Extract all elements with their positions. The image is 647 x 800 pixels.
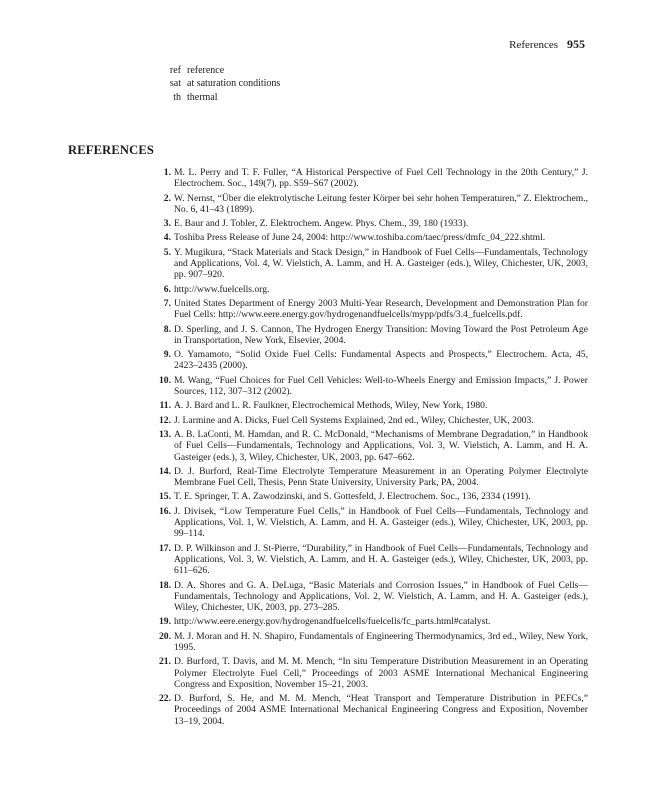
reference-number: 5. [163, 246, 171, 258]
reference-text: M. Wang, “Fuel Choices for Fuel Cell Vehicles: Well-to-Wheels Energy and Emission Impacts,” J. Power Sources, 112, 307–312 (2002). [174, 374, 588, 398]
reference-text: E. Baur and J. Tobler, Z. Elektrochem. Angew. Phys. Chem., 39, 180 (1933). [174, 218, 469, 230]
abbreviation-value: reference [187, 65, 225, 76]
reference-number: 10. [159, 374, 171, 386]
reference-item [150, 491, 588, 502]
references-heading: REFERENCES [68, 143, 155, 157]
reference-text: http://www.fuelcells.org. [174, 283, 270, 295]
running-head [509, 37, 585, 52]
abbreviation-value: at saturation conditions [187, 78, 281, 90]
reference-number: 8. [163, 323, 171, 335]
reference-number: 13. [159, 428, 171, 440]
abbreviation-row [150, 64, 280, 77]
reference-number: 21. [159, 656, 171, 668]
abbreviation-row [150, 77, 280, 90]
abbreviation-value: thermal [187, 91, 218, 103]
reference-text: D. Burford, T. Davis, and M. M. Mench, “In situ Temperature Distribution Measurement in an Operating Polymer Electrolyte Fuel Cell,” Proceedings of 2003 ASME International Mechanical Engineering Congress and Exposition, November 15–21, 2003. [174, 656, 588, 690]
reference-number: 7. [163, 297, 171, 309]
reference-number: 12. [159, 414, 171, 426]
reference-text: A. B. LaConti, M. Hamdan, and R. C. McDonald, “Mechanisms of Membrane Degradation,” in Handbook of Fuel Cells—Fundamentals, Technology and Applications, Vol. 3, W. Vielstich, A. Lamm, and H. A. Gasteiger (eds.), 3, Wiley, Chichester, UK, 2003, pp. 647–662. [174, 428, 588, 463]
reference-text: T. E. Springer, T. A. Zawodzinski, and S. Gottesfeld, J. Electrochem. Soc., 136, 2334 (1991). [174, 491, 531, 503]
reference-text: http://www.eere.energy.gov/hydrogenandfuelcells/fuelcells/fc_parts.html#catalyst. [174, 616, 491, 628]
reference-number: 2. [163, 192, 171, 204]
reference-item [150, 466, 588, 489]
reference-item [150, 429, 588, 463]
reference-number: 6. [163, 283, 171, 295]
reference-item [150, 193, 588, 216]
reference-text: D. P. Wilkinson and J. St-Pierre, “Durability,” in Handbook of Fuel Cells—Fundamentals, Technology and Applications, Vol. 3, W. Vielstich, A. Lamm, and H. A. Gasteiger (eds.), Wiley, Chichester, UK, 2003, pp. 611–626. [174, 542, 588, 577]
reference-item [150, 232, 588, 243]
reference-item [150, 247, 588, 281]
reference-number: 22. [159, 693, 171, 705]
running-head-title: References [509, 39, 558, 51]
reference-text: M. J. Moran and H. N. Shapiro, Fundamentals of Engineering Thermodynamics, 3rd ed., Wiley, New York, 1995. [174, 630, 588, 653]
reference-item [150, 324, 588, 347]
reference-number: 16. [159, 505, 171, 517]
page-number: 955 [567, 37, 585, 51]
reference-text: D. A. Shores and G. A. DeLuga, “Basic Materials and Corrosion Issues,” in Handbook of Fuel Cells—Fundamentals, Technology and Applications, Vol. 2, W. Vielstich, A. Lamm, and H. A. Gasteiger (eds.), Wiley, Chichester, UK, 2003, pp. 273–285. [174, 579, 588, 614]
reference-item [150, 298, 588, 321]
abbreviation-list [150, 64, 280, 104]
reference-item [150, 349, 588, 372]
reference-item [150, 506, 588, 540]
reference-text: D. J. Burford, Real-Time Electrolyte Temperature Measurement in an Operating Polymer Electrolyte Membrane Fuel Cell, Thesis, Penn State University, University Park, PA, 2004. [174, 465, 588, 489]
reference-text: J. Divisek, “Low Temperature Fuel Cells,” in Handbook of Fuel Cells—Fundamentals, Technology and Applications, Vol. 1, W. Vielstich, A. Lamm, and H. A. Gasteiger (eds.), Wiley, Chichester, UK, 2003, pp. 99–114. [174, 505, 588, 540]
abbreviation-row [150, 91, 280, 104]
reference-number: 15. [159, 491, 171, 503]
reference-number: 4. [163, 232, 171, 244]
reference-number: 19. [159, 616, 171, 628]
reference-text: D. Burford, S. He, and M. M. Mench, “Heat Transport and Temperature Distribution in PEFCs,” Proceedings of 2004 ASME International Mechanical Engineering Congress and Exposition, November 13–19, 2004. [174, 693, 588, 727]
reference-item [150, 375, 588, 398]
reference-item [150, 656, 588, 690]
reference-item [150, 543, 588, 577]
reference-number: 1. [163, 167, 171, 178]
reference-text: W. Nernst, “Über die elektrolytische Leitung fester Körper bei sehr hohen Temperaturen,” Z. Elektrochem., No. 6, 41–43 (1899). [174, 192, 588, 215]
reference-number: 17. [159, 542, 171, 554]
reference-item [150, 631, 588, 654]
reference-number: 9. [163, 349, 171, 361]
reference-text: United States Department of Energy 2003 Multi-Year Research, Development and Demonstration Plan for Fuel Cells: http://www.eere.energy.gov/hydrogenandfuelcells/mypp/pdfs/3.4_fuelcells.pdf. [174, 297, 588, 321]
reference-number: 18. [159, 579, 171, 591]
reference-text: Toshiba Press Release of June 24, 2004: http://www.toshiba.com/taec/press/dmfc_04_222.shtml. [174, 232, 546, 244]
reference-text: Y. Mugikura, “Stack Materials and Stack Design,” in Handbook of Fuel Cells—Fundamentals, Technology and Applications, Vol. 4, W. Vielstich, A. Lamm, and H. A. Gasteiger (eds.), Wiley, Chichester, UK, 2003, pp. 907–920. [174, 246, 588, 281]
reference-number: 11. [159, 400, 171, 412]
abbreviation-key: sat [169, 78, 181, 90]
reference-text: A. J. Bard and L. R. Faulkner, Electrochemical Methods, Wiley, New York, 1980. [174, 400, 488, 412]
reference-item [150, 616, 588, 627]
reference-text: D. Sperling, and J. S. Cannon, The Hydrogen Energy Transition: Moving Toward the Post Petroleum Age in Transportation, New York, Elsevier, 2004. [174, 323, 588, 346]
reference-text: O. Yamamoto, “Solid Oxide Fuel Cells: Fundamental Aspects and Prospects,” Electrochem. Acta, 45, 2423–2435 (2000). [174, 349, 588, 372]
abbreviation-key: th [173, 91, 181, 103]
reference-item [150, 167, 588, 190]
reference-text: J. Larmine and A. Dicks, Fuel Cell Systems Explained, 2nd ed., Wiley, Chichester, UK, 2003. [174, 414, 534, 426]
reference-item [150, 580, 588, 614]
reference-number: 20. [159, 630, 171, 642]
reference-list [150, 167, 588, 730]
reference-item [150, 218, 588, 229]
reference-number: 3. [163, 218, 171, 230]
abbreviation-key: ref [169, 65, 181, 76]
reference-item [150, 415, 588, 426]
reference-item [150, 693, 588, 727]
reference-item [150, 284, 588, 295]
reference-number: 14. [159, 465, 171, 477]
reference-item [150, 400, 588, 411]
reference-text: M. L. Perry and T. F. Fuller, “A Historical Perspective of Fuel Cell Technology in the 20th Century,” J. Electrochem. Soc., 149(7), pp. S59–S67 (2002). [174, 167, 588, 190]
